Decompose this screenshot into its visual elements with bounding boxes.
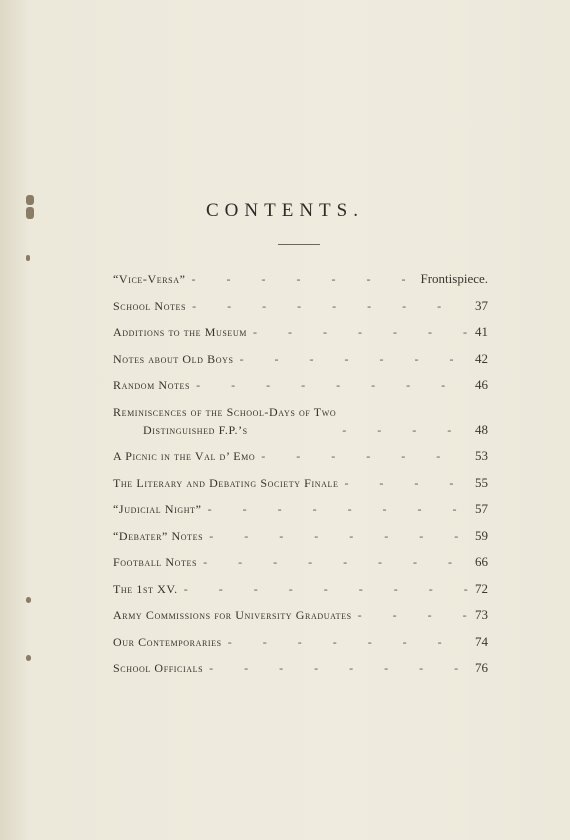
toc-entry-page: 66 <box>475 554 488 569</box>
toc-entry <box>113 447 488 465</box>
toc-entry <box>113 633 488 651</box>
toc-entry-page: 37 <box>475 297 488 313</box>
toc-entry-title: Football Notes <box>113 555 198 569</box>
toc-entry-title: The Literary and Debating Society Finale <box>113 475 339 490</box>
toc-entry <box>113 323 488 341</box>
toc-entry-page: 53 <box>475 448 488 463</box>
toc-leader <box>190 376 470 394</box>
toc-entry-title <box>113 403 336 439</box>
toc-entry <box>113 527 488 545</box>
toc-entry <box>113 403 488 439</box>
toc-entry <box>113 580 488 598</box>
toc-entry-title: Notes about Old Boys <box>113 351 234 366</box>
toc-leader <box>197 553 470 571</box>
page-title: CONTENTS. <box>206 200 364 221</box>
toc-entry <box>113 376 488 394</box>
toc-leader <box>203 527 470 545</box>
toc-leader <box>178 580 470 598</box>
toc-entry-title: “Debater” Notes <box>113 528 204 543</box>
toc-entry-page: 74 <box>475 633 488 649</box>
toc-entry <box>113 474 488 492</box>
toc-leader <box>202 500 470 518</box>
toc-entry-page: 55 <box>475 474 488 490</box>
toc-leader <box>186 270 421 288</box>
toc-leader <box>247 323 470 341</box>
toc-entry-title: “Judicial Night” <box>113 502 202 516</box>
toc-entry <box>113 350 488 368</box>
toc-entry-page: 41 <box>475 324 488 339</box>
toc-entry-page: 73 <box>475 607 488 622</box>
toc-leader <box>203 659 470 677</box>
toc-entry-title-line1: Reminiscences of the School-Days of Two <box>113 404 337 419</box>
toc-entry-title: A Picnic in the Val d’ Emo <box>113 449 256 463</box>
toc-entry-page: 46 <box>475 377 488 392</box>
binding-mark <box>26 597 31 603</box>
toc-entry-title: School Officials <box>113 661 204 675</box>
toc-leader <box>336 421 470 439</box>
toc-entry <box>113 606 488 624</box>
toc-entry <box>113 553 488 571</box>
binding-mark <box>26 655 31 661</box>
toc-leader <box>338 474 470 492</box>
toc-leader <box>352 606 470 624</box>
toc-leader <box>255 447 470 465</box>
table-of-contents <box>113 270 488 686</box>
toc-entry-title: Army Commissions for University Graduates <box>113 608 352 622</box>
binding-mark <box>26 255 30 261</box>
toc-entry-title: Additions to the Museum <box>113 325 247 339</box>
toc-entry <box>113 500 488 518</box>
toc-entry-page: 76 <box>475 660 488 675</box>
toc-entry-page: 57 <box>475 501 488 516</box>
toc-entry-title: The 1st XV. <box>113 581 178 596</box>
toc-entry-page: 72 <box>475 580 488 596</box>
toc-entry-title: School Notes <box>113 298 187 313</box>
toc-entry-title: Random Notes <box>113 378 191 392</box>
toc-entry-page: 48 <box>475 421 488 437</box>
toc-entry-page: 42 <box>475 350 488 366</box>
toc-entry <box>113 270 488 288</box>
toc-entry-title: Our Contemporaries <box>113 634 222 649</box>
toc-entry <box>113 659 488 677</box>
toc-entry-page: Frontispiece. <box>420 271 488 286</box>
title-rule <box>278 244 320 245</box>
toc-leader <box>234 350 470 368</box>
toc-leader <box>222 633 470 651</box>
toc-leader <box>186 297 470 315</box>
toc-entry-title: “Vice-Versa” <box>113 272 186 286</box>
toc-entry-page: 59 <box>475 527 488 543</box>
toc-entry-title-line2: Distinguished F.P.’s <box>143 422 248 437</box>
toc-entry <box>113 297 488 315</box>
